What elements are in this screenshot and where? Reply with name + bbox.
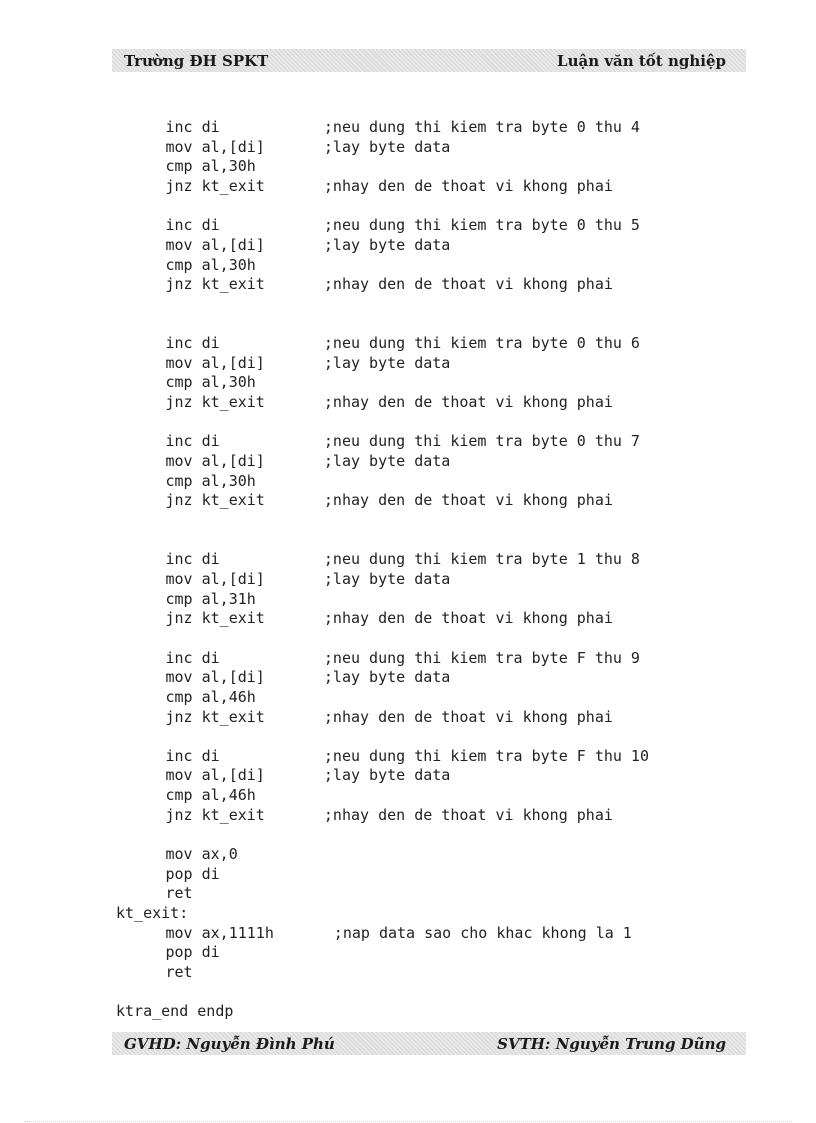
code-line [166,845,238,864]
code-comment: ;nhay den de thoat vi khong phai [323,393,613,412]
code-comment: ;nap data sao cho khac khong la 1 [333,923,632,942]
code-instruction: jnz kt_exit [165,805,265,824]
code-line [166,236,451,255]
code-instruction: mov al,[di] [165,569,265,588]
code-instruction: jnz kt_exit [165,707,265,726]
code-instruction: jnz kt_exit [165,491,265,510]
code-line [166,609,613,628]
code-line [166,668,451,687]
code-line [166,865,220,884]
code-line [166,766,451,785]
code-line [166,472,256,491]
code-line [166,884,193,903]
code-instruction: cmp al,46h [165,786,256,805]
code-instruction: mov al,[di] [165,452,265,471]
code-line [166,393,613,412]
code-line [166,256,256,275]
code-instruction: jnz kt_exit [165,275,265,294]
code-comment: ;nhay den de thoat vi khong phai [323,491,613,510]
code-instruction: mov al,[di] [165,137,265,156]
code-instruction: ktra_end endp [116,1002,234,1021]
code-line [116,1002,233,1021]
code-comment: ;neu dung thi kiem tra byte 0 thu 7 [323,432,640,451]
footer-advisor: GVHD: Nguyễn Đình Phú [124,1034,335,1053]
code-comment: ;lay byte data [323,235,451,254]
code-instruction: inc di [165,118,220,136]
code-line [166,216,640,235]
code-line [166,590,256,609]
code-line [166,118,640,137]
header-school: Trường ĐH SPKT [124,51,269,70]
footer-student: SVTH: Nguyễn Trung Dũng [497,1034,726,1053]
code-instruction: inc di [165,334,220,353]
code-instruction: jnz kt_exit [165,176,265,195]
code-comment: ;neu dung thi kiem tra byte 0 thu 4 [323,118,640,136]
code-instruction: mov al,[di] [165,668,265,687]
code-comment: ;nhay den de thoat vi khong phai [323,805,613,824]
code-line [166,550,640,569]
code-line [166,373,256,392]
code-line [166,275,613,294]
code-line [166,452,451,471]
code-instruction: ret [165,884,193,903]
code-instruction: mov al,[di] [165,353,265,372]
code-instruction: cmp al,30h [165,471,256,490]
code-comment: ;neu dung thi kiem tra byte 0 thu 6 [323,334,640,353]
header-thesis-title: Luận văn tốt nghiệp [557,51,726,70]
page-bottom-divider [24,1121,792,1122]
code-comment: ;lay byte data [323,766,451,785]
code-line [166,177,613,196]
code-comment: ;lay byte data [323,353,451,372]
code-comment: ;neu dung thi kiem tra byte F thu 9 [323,648,640,667]
code-instruction: jnz kt_exit [165,609,265,628]
code-line [166,138,451,157]
code-instruction: cmp al,30h [165,157,256,176]
code-instruction: cmp al,30h [165,255,256,274]
code-line [166,354,451,373]
code-instruction: mov al,[di] [165,766,265,785]
code-instruction: inc di [165,216,220,235]
code-instruction: cmp al,31h [165,589,256,608]
code-line [166,334,640,353]
code-instruction: ret [165,962,193,981]
code-instruction: cmp al,46h [165,687,256,706]
code-line [166,649,640,668]
code-comment: ;neu dung thi kiem tra byte 1 thu 8 [323,550,640,569]
code-comment: ;lay byte data [323,569,451,588]
code-comment: ;lay byte data [323,668,451,687]
code-instruction: inc di [165,746,220,765]
code-instruction: jnz kt_exit [165,393,265,412]
code-instruction: cmp al,30h [165,373,256,392]
code-line [166,924,632,943]
code-comment: ;nhay den de thoat vi khong phai [323,275,613,294]
code-line [166,491,613,510]
code-line [166,747,650,766]
code-comment: ;neu dung thi kiem tra byte F thu 10 [323,746,649,765]
code-line [166,570,451,589]
code-line [166,943,220,962]
code-instruction: mov al,[di] [165,235,265,254]
page-footer [112,1032,746,1055]
code-line [166,688,256,707]
code-instruction: pop di [165,864,220,883]
code-line [166,157,256,176]
code-line [166,963,193,982]
code-line [166,806,613,825]
code-line [116,904,188,923]
code-instruction: mov ax,1111h [165,923,274,942]
code-instruction: mov ax,0 [165,845,238,864]
code-comment: ;neu dung thi kiem tra byte 0 thu 5 [323,216,640,235]
code-comment: ;lay byte data [323,452,451,471]
code-line [166,708,613,727]
code-comment: ;nhay den de thoat vi khong phai [323,176,613,195]
code-comment: ;lay byte data [323,137,451,156]
code-comment: ;nhay den de thoat vi khong phai [323,707,613,726]
code-instruction: inc di [165,432,220,451]
page-header [112,49,746,72]
code-line [166,786,256,805]
code-instruction: pop di [165,943,220,962]
code-instruction: inc di [165,550,220,569]
code-line [166,432,640,451]
code-instruction: kt_exit: [116,904,189,922]
code-instruction: inc di [165,648,220,667]
code-comment: ;nhay den de thoat vi khong phai [323,609,613,628]
